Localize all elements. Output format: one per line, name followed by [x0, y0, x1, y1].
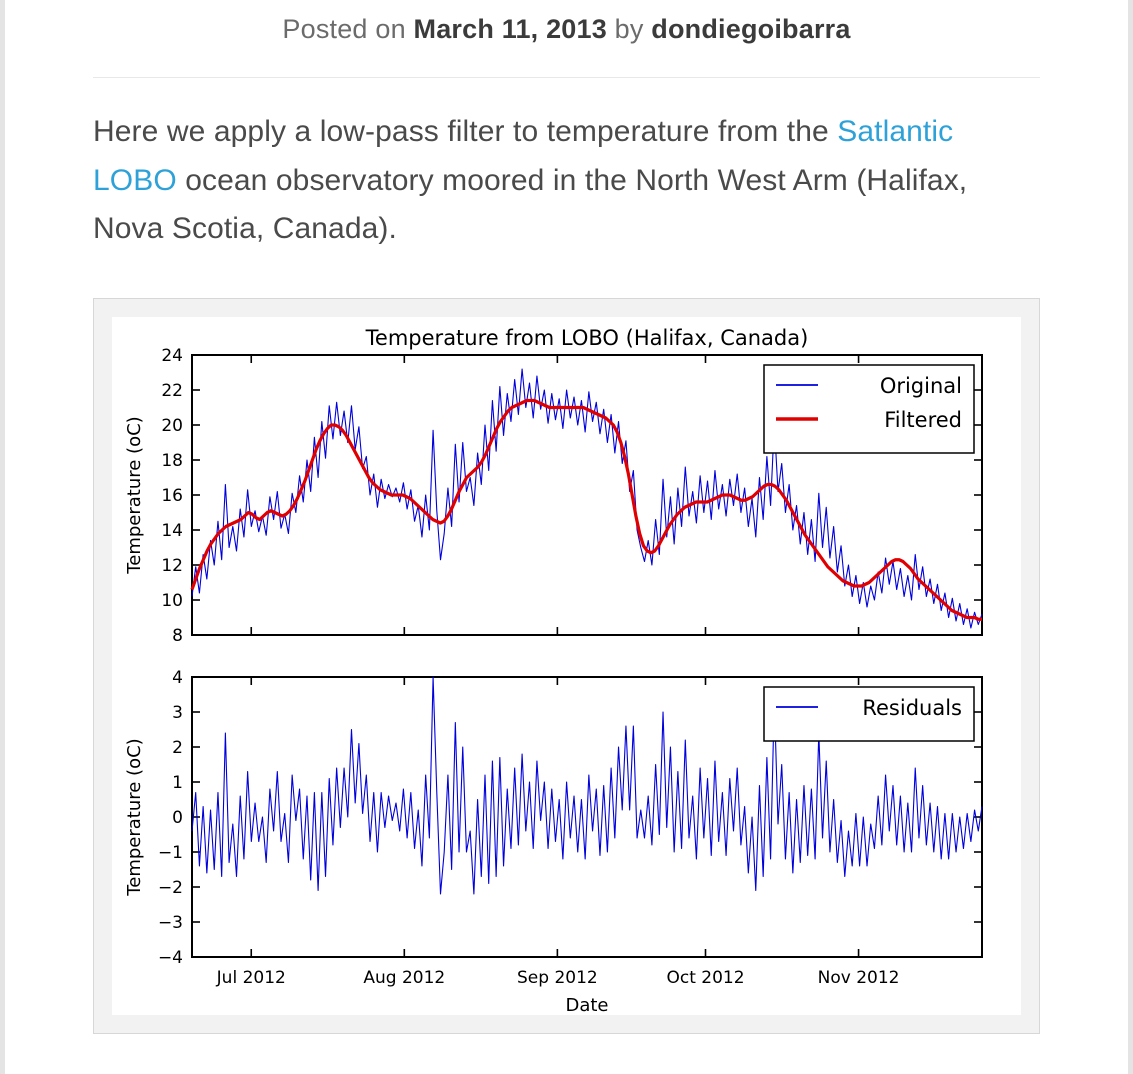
- meta-divider: [93, 77, 1040, 78]
- figure-frame: [93, 298, 1040, 1034]
- legend-label: Filtered: [884, 407, 962, 432]
- y-tick-label: 14: [161, 520, 183, 541]
- posted-on-label: Posted on: [282, 14, 406, 44]
- y-tick-label: −1: [157, 842, 183, 863]
- figure-inner[interactable]: [112, 317, 1021, 1015]
- by-label: by: [614, 14, 644, 44]
- y-tick-label: 8: [172, 625, 183, 646]
- y-axis-label: Temperature (oC): [124, 416, 145, 574]
- chart-legend: [764, 687, 974, 741]
- post-date: March 11, 2013: [413, 14, 607, 44]
- x-axis-label: Date: [565, 994, 609, 1015]
- post-author[interactable]: dondiegoibarra: [651, 14, 851, 44]
- x-tick-label: Nov 2012: [817, 967, 900, 988]
- y-tick-label: 1: [172, 772, 183, 793]
- y-axis-label: Temperature (oC): [124, 738, 145, 896]
- y-tick-label: 2: [172, 737, 183, 758]
- y-tick-label: 3: [172, 702, 183, 723]
- chart-title: Temperature from LOBO (Halifax, Canada): [365, 325, 809, 350]
- chart-legend: [764, 365, 974, 453]
- y-tick-label: 12: [161, 555, 183, 576]
- x-tick-label: Jul 2012: [216, 967, 286, 988]
- y-tick-label: 20: [161, 415, 183, 436]
- y-tick-label: 22: [161, 380, 183, 401]
- legend-label: Original: [879, 373, 962, 398]
- y-tick-label: −3: [157, 912, 183, 933]
- chart-panel-1: [124, 326, 982, 646]
- intro-text-part-1: Here we apply a low-pass filter to temperature from the: [93, 115, 838, 148]
- x-tick-label: Sep 2012: [517, 967, 598, 988]
- y-tick-label: 10: [161, 590, 183, 611]
- x-tick-label: Oct 2012: [666, 967, 745, 988]
- y-tick-label: −2: [157, 877, 183, 898]
- satlantic-lobo-link[interactable]: Satlantic LOBO: [93, 115, 954, 197]
- intro-text-part-2: ocean observatory moored in the North West Arm (Halifax, Nova Scotia, Canada).: [93, 163, 968, 246]
- x-tick-label: Aug 2012: [363, 967, 446, 988]
- intro-paragraph: [93, 108, 1040, 254]
- post-meta: [5, 0, 1128, 45]
- y-tick-label: 4: [172, 667, 183, 688]
- chart-panel-2: [124, 668, 982, 1015]
- y-tick-label: 16: [161, 485, 183, 506]
- y-tick-label: 24: [161, 345, 183, 366]
- temperature-chart[interactable]: [112, 325, 1032, 1015]
- y-tick-label: 0: [172, 807, 183, 828]
- y-tick-label: 18: [161, 450, 183, 471]
- legend-label: Residuals: [862, 695, 962, 720]
- y-tick-label: −4: [157, 947, 183, 968]
